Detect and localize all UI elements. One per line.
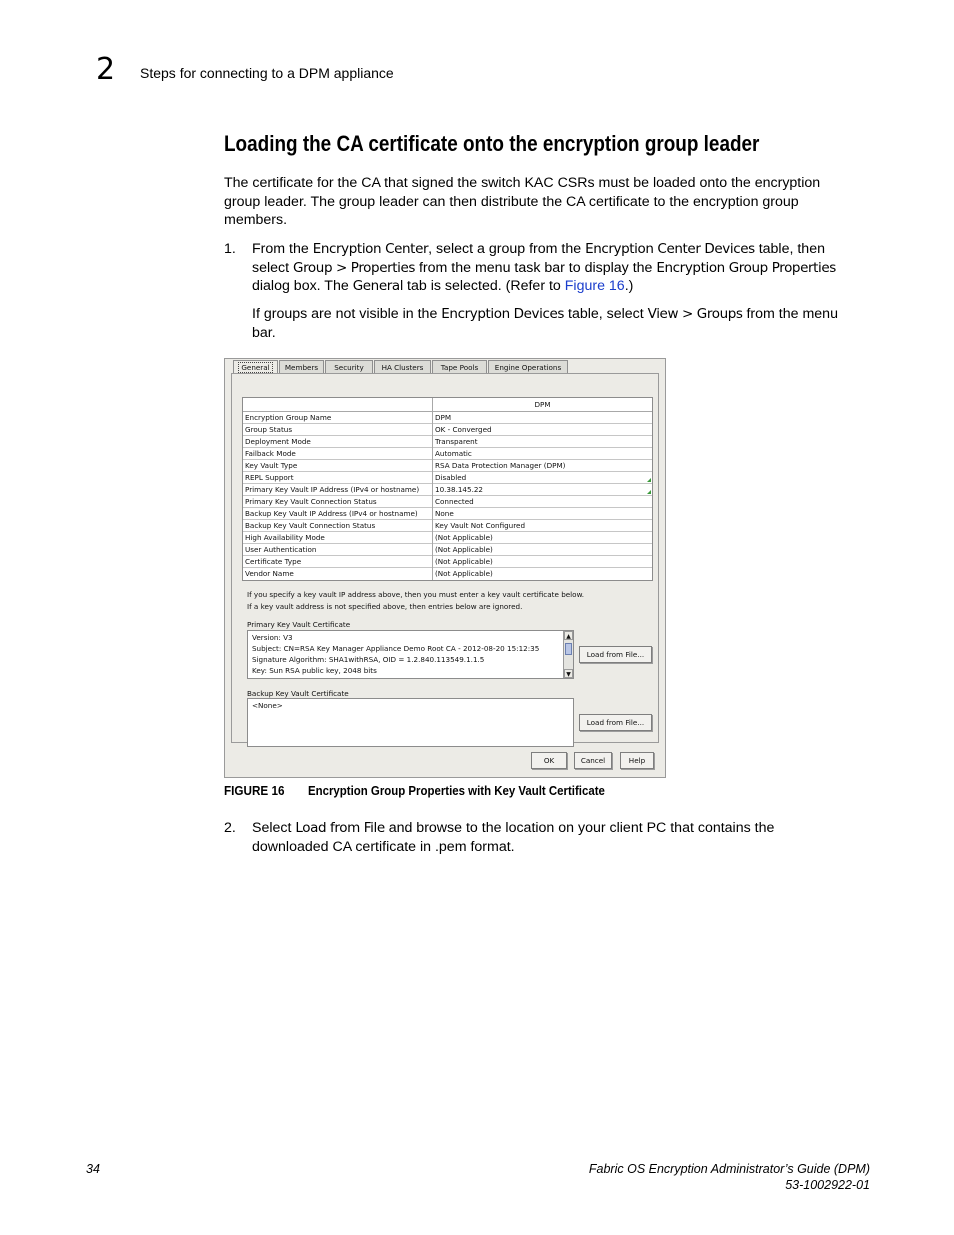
table-row[interactable] [243,460,652,472]
table-row[interactable] [243,436,652,448]
text: .) [624,278,634,294]
row-label: Primary Key Vault IP Address (IPv4 or hostname) [245,485,420,494]
key-vault-note: If you specify a key vault IP address above, then you must enter a key vault certificate below. [247,590,585,599]
text: tab is selected. (Refer to [403,278,565,294]
table-row[interactable] [243,544,652,556]
table-row[interactable] [243,472,652,484]
row-value: (Not Applicable) [432,568,650,580]
row-value: Transparent [432,436,650,448]
table-row[interactable] [243,448,652,460]
editable-cell-marker [647,490,651,494]
tab-tape-pools[interactable]: Tape Pools [432,360,487,373]
row-value: (Not Applicable) [432,532,650,544]
table-row[interactable] [243,520,652,532]
row-label: Backup Key Vault IP Address (IPv4 or hostname) [245,509,418,518]
text: table, select [564,306,648,322]
row-value[interactable]: Disabled [432,472,650,484]
step-2-text [252,819,774,856]
figure-16-link[interactable]: Figure 16 [564,278,625,294]
row-value: DPM [432,412,650,424]
step-2-line: downloaded CA certificate in .pem format. [252,838,515,855]
row-value: None [432,508,650,520]
row-label: Failback Mode [245,449,296,458]
cert-line: Subject: CN=RSA Key Manager Appliance Demo Root CA - 2012-08-20 15:12:35 [252,644,540,653]
text: If groups are not visible in the [252,306,442,322]
step-1-note-line: bar. [252,324,276,341]
encryption-group-properties-dialog [224,358,666,778]
table-row[interactable] [243,508,652,520]
step-1-text [252,240,836,296]
row-label: Group Status [245,425,293,434]
load-primary-cert-button[interactable]: Load from File... [579,646,652,663]
text: and browse to the location on your client PC that contains the [384,820,775,836]
ui-term: Encryption Devices [441,306,565,322]
ui-term: View > Groups [647,306,743,322]
step-1-number: 1. [224,241,236,257]
tab-security[interactable]: Security [325,360,373,373]
intro-line: The certificate for the CA that signed the switch KAC CSRs must be loaded onto the encryption [224,175,821,191]
chapter-number: 2 [96,52,116,87]
intro-line: members. [224,212,288,228]
scroll-up-icon[interactable]: ▲ [564,631,573,640]
row-value: RSA Data Protection Manager (DPM) [432,460,650,472]
ui-term: Load from File [295,820,385,836]
row-value: (Not Applicable) [432,544,650,556]
text: dialog box. The [252,278,353,294]
step-1-note-line [252,305,838,324]
row-label: Primary Key Vault Connection Status [245,497,377,506]
step-2-line [252,819,774,838]
tab-general[interactable] [233,360,278,374]
text: from the menu [742,306,838,322]
table-header-blank [243,398,432,412]
step-2-number: 2. [224,820,236,836]
text: from the menu task bar to display the [415,259,657,276]
tab-ha-clusters[interactable]: HA Clusters [374,360,431,373]
intro-paragraph [224,174,820,230]
table-row[interactable] [243,484,652,496]
general-panel [231,373,659,743]
row-label: REPL Support [245,473,294,482]
table-row[interactable] [243,412,652,424]
properties-table [242,397,653,581]
text: table, then [754,241,825,257]
table-row[interactable] [243,532,652,544]
ok-button[interactable]: OK [531,752,567,769]
row-value: Key Vault Not Configured [432,520,650,532]
tab-members[interactable]: Members [279,360,324,373]
cert-line: Key: Sun RSA public key, 2048 bits [252,666,377,675]
primary-cert-label: Primary Key Vault Certificate [247,620,351,629]
row-label: Key Vault Type [245,461,298,470]
ui-term: Encryption Group Properties [656,259,836,276]
intro-line: group leader. The group leader can then distribute the CA certificate to the encryption group [224,193,799,210]
row-label: Backup Key Vault Connection Status [245,521,376,530]
table-row[interactable] [243,556,652,568]
book-title: Fabric OS Encryption Administrator’s Guide (DPM) [588,1162,870,1176]
scroll-thumb[interactable] [565,643,572,655]
row-label: Encryption Group Name [245,413,332,422]
row-value: OK - Converged [432,424,650,436]
doc-number: 53-1002922-01 [785,1178,870,1192]
editable-cell-marker [647,478,651,482]
section-title: Loading the CA certificate onto the encryption group leader [224,131,760,156]
figure-caption [224,783,605,798]
table-row[interactable] [243,496,652,508]
text: select [252,259,294,276]
row-value[interactable]: 10.38.145.22 [432,484,650,496]
row-label: Certificate Type [245,557,302,566]
row-value: Connected [432,496,650,508]
tab-label: General [241,363,270,372]
cancel-button[interactable]: Cancel [574,752,612,769]
scrollbar[interactable] [563,631,573,678]
text: , select a group from the [428,241,586,257]
help-button[interactable]: Help [620,752,654,769]
cert-line: <None> [252,701,283,710]
running-head: Steps for connecting to a DPM appliance [140,65,394,81]
cert-line: Version: V3 [252,633,293,642]
figure-caption-text: Encryption Group Properties with Key Vault Certificate [308,783,605,798]
text: From the [252,241,313,257]
table-row[interactable] [243,568,652,580]
row-label: High Availability Mode [245,533,325,542]
row-label: User Authentication [245,545,317,554]
row-label: Deployment Mode [245,437,311,446]
backup-cert-textarea[interactable] [247,698,574,747]
ui-term: Encryption Center Devices [585,241,755,257]
ui-term: Group > Properties [293,259,416,276]
backup-cert-label: Backup Key Vault Certificate [247,689,349,698]
row-value: (Not Applicable) [432,556,650,568]
step-1-line [252,240,836,259]
ui-term: Encryption Center [312,241,429,257]
step-1-note [252,305,838,342]
scroll-down-icon[interactable]: ▼ [564,669,573,678]
figure-label: FIGURE 16 [224,783,285,798]
text: Select [252,820,296,836]
page-number: 34 [86,1162,100,1176]
ui-term: General [352,278,404,294]
key-vault-note: If a key vault address is not specified above, then entries below are ignored. [247,602,523,611]
load-backup-cert-button[interactable]: Load from File... [579,714,652,731]
step-1-line [252,259,836,278]
row-value: Automatic [432,448,650,460]
row-label: Vendor Name [245,569,294,578]
step-1-line [252,277,836,296]
primary-cert-textarea[interactable] [247,630,574,679]
tab-engine-operations[interactable]: Engine Operations [488,360,568,373]
table-row[interactable] [243,424,652,436]
cert-line: Signature Algorithm: SHA1withRSA, OID = 1.2.840.113549.1.1.5 [252,655,485,664]
column-header-dpm: DPM [432,398,652,412]
